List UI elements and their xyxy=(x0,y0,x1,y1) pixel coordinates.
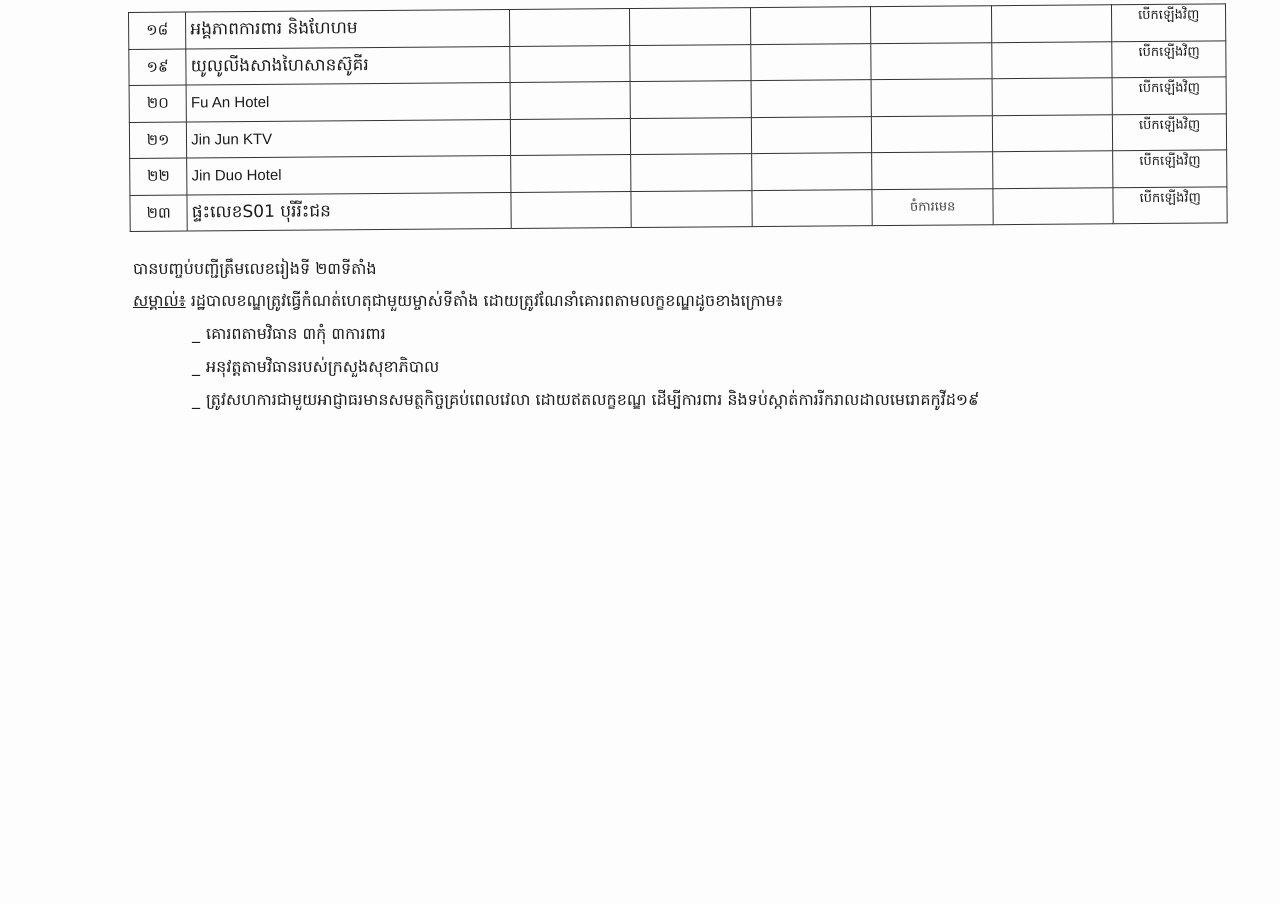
empty-cell xyxy=(751,116,872,153)
row-number-cell: ២០ xyxy=(129,85,187,122)
empty-cell xyxy=(510,155,631,192)
empty-cell xyxy=(751,43,872,80)
location-name-cell: Fu An Hotel xyxy=(186,83,510,122)
empty-cell xyxy=(992,41,1113,78)
bullet-marker: _ xyxy=(192,390,200,409)
empty-cell xyxy=(630,8,751,45)
location-name-cell: Jin Duo Hotel xyxy=(187,156,511,195)
empty-cell xyxy=(750,7,871,44)
remark-text: រដ្ឋបាលខណ្ឌត្រូវធ្វើកំណត់ហេតុជាមួយម្ចាស់ទីតាំង ដោយត្រូវណែនាំគោរពតាមលក្ខខណ្ឌដូចខាងក្រោម៖ xyxy=(185,291,783,310)
empty-cell xyxy=(751,80,872,117)
bullet-text: អនុវត្តតាមវិធានរបស់ក្រសួងសុខាភិបាល xyxy=(206,357,440,376)
empty-cell xyxy=(631,190,752,227)
district-note-cell: ចំការមេន xyxy=(872,188,993,225)
cut-off-header-remnant xyxy=(250,0,390,2)
location-name-cell: ផ្ទះលេខS01 បុរីរីះជន xyxy=(187,192,511,231)
status-cell: បើកឡើងវិញ xyxy=(1113,150,1227,187)
row-number-cell: ១៩ xyxy=(129,49,187,86)
empty-cell xyxy=(510,118,631,155)
bullet-item xyxy=(192,388,979,421)
status-cell: បើកឡើងវិញ xyxy=(1113,113,1227,150)
bullet-item xyxy=(192,322,979,355)
empty-cell xyxy=(511,191,632,228)
remark-bullet-list xyxy=(192,322,979,421)
location-name-cell: Jin Jun KTV xyxy=(187,119,511,158)
empty-cell xyxy=(630,81,751,118)
row-number-cell: ១៨ xyxy=(129,12,187,49)
status-cell: បើកឡើងវិញ xyxy=(1112,40,1226,77)
remark-label: សម្គាល់៖ xyxy=(133,291,186,310)
registry-table xyxy=(128,3,1228,232)
row-number-cell: ២១ xyxy=(129,122,187,159)
empty-cell xyxy=(509,45,630,82)
table-row xyxy=(130,186,1227,231)
remark-paragraph xyxy=(133,290,783,314)
empty-cell xyxy=(992,114,1113,151)
empty-cell xyxy=(509,9,630,46)
empty-cell xyxy=(631,117,752,154)
empty-cell xyxy=(992,78,1113,115)
district-note-cell xyxy=(871,79,992,116)
summary-line: បានបញ្ចប់បញ្ជីត្រឹមលេខរៀងទី ២៣ទីតាំង xyxy=(133,259,377,278)
empty-cell xyxy=(751,153,872,190)
bullet-item xyxy=(192,355,979,388)
bullet-marker: _ xyxy=(192,357,200,376)
empty-cell xyxy=(991,5,1112,42)
row-number-cell: ២៣ xyxy=(130,195,188,232)
district-note-cell xyxy=(872,152,993,189)
empty-cell xyxy=(631,154,752,191)
empty-cell xyxy=(993,187,1114,224)
status-cell: បើកឡើងវិញ xyxy=(1113,186,1227,223)
bullet-text: ត្រូវសហការជាមួយអាជ្ញាធរមានសមត្ថកិច្ចគ្រប់ពេលវេលា ដោយឥតលក្ខខណ្ឌ ដើម្បីការពារ និងទប់ស្កាត់ការរីករាលដាលមេរោគកូវីដ១៩ xyxy=(206,390,980,409)
row-number-cell: ២២ xyxy=(130,158,188,195)
bullet-marker: _ xyxy=(192,324,200,343)
status-cell: បើកឡើងវិញ xyxy=(1112,4,1226,41)
status-cell: បើកឡើងវិញ xyxy=(1113,77,1227,114)
empty-cell xyxy=(993,151,1114,188)
district-note-cell xyxy=(872,115,993,152)
location-name-cell: យូលូលីងសាងហៃសានស៊ូគីរ xyxy=(186,46,510,85)
bullet-text: គោរពតាមវិធាន ៣កុំ ៣ការពារ xyxy=(206,324,386,343)
registry-table-wrapper xyxy=(128,3,1228,232)
empty-cell xyxy=(630,44,751,81)
empty-cell xyxy=(752,189,873,226)
empty-cell xyxy=(510,82,631,119)
district-note-cell xyxy=(871,6,992,43)
registry-table-body xyxy=(129,4,1228,232)
district-note-cell xyxy=(871,42,992,79)
location-name-cell: អង្គភាពការពារ និងហែហម xyxy=(186,10,510,49)
